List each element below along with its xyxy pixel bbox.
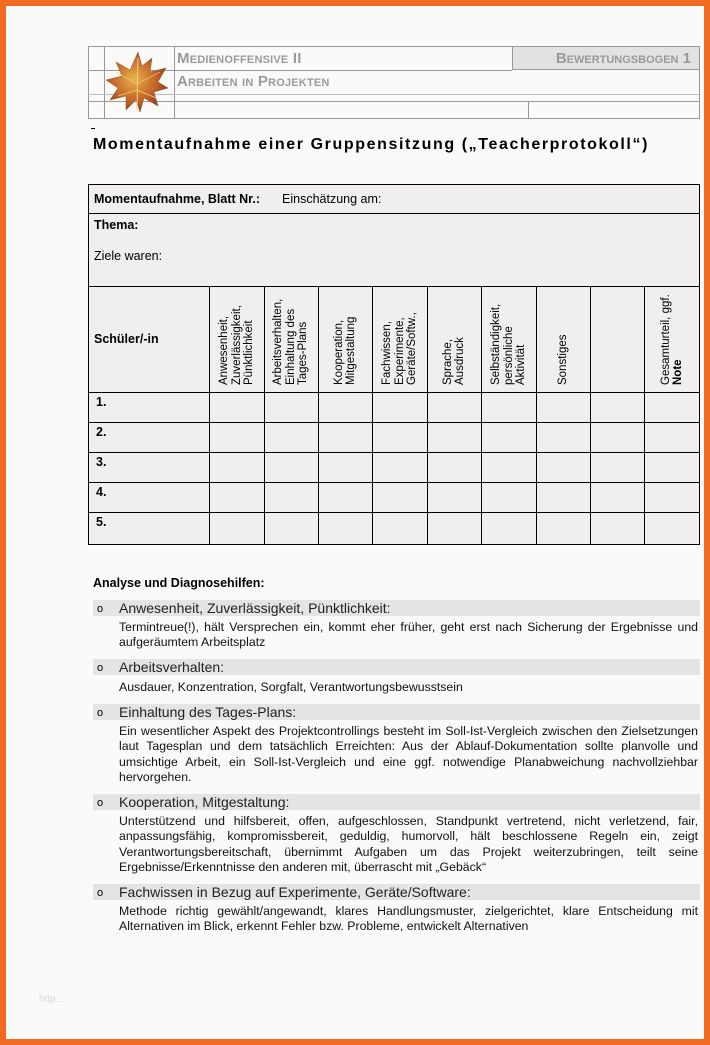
topic-label: Thema: (94, 218, 139, 232)
maple-leaf-logo (104, 50, 170, 118)
row-number-5: 5. (96, 515, 107, 529)
col-header-cooperation: Kooperation, Mitgestaltung (332, 316, 357, 385)
row-number-2: 2. (96, 425, 107, 439)
sheet-number-label: Momentaufnahme, Blatt Nr.: (94, 192, 260, 206)
section-heading-attendance: o Anwesenheit, Zuverlässigkeit, Pünktlichkeit: (93, 600, 700, 616)
student-column-header: Schüler/-in (94, 332, 159, 346)
section-heading-cooperation: o Kooperation, Mitgestaltung: (93, 794, 700, 810)
section-heading-expertise: o Fachwissen in Bezug auf Experimente, Geräte/Software: (93, 884, 700, 900)
page-title: Momentaufnahme einer Gruppensitzung („Teacherprotokoll“) (93, 136, 650, 153)
analysis-title: Analyse und Diagnosehilfen: (93, 576, 265, 590)
section-body-expertise: Methode richtig gewählt/angewandt, klares Handlungsmuster, zielgerichtet, klare Entscheidung mit Alternativen im Blick, erkennt Fehler bzw. Probleme, entwickelt Alternativen (119, 904, 698, 934)
col-header-independence: Selbständigkeit, persönliche Aktivität (490, 303, 528, 385)
section-body-attendance: Termintreue(!), hält Versprechen ein, kommt eher früher, geht erst nach Sicherung der Ergebnisse und aufgeräumtem Arbeitsplatz (119, 620, 698, 650)
col-header-language: Sprache, Ausdruck (441, 337, 466, 385)
row-number-1: 1. (96, 395, 107, 409)
document-header (88, 46, 700, 118)
footer-watermark: http... (39, 994, 65, 1005)
col-header-other: Sonstiges (556, 334, 569, 385)
header-form-label: Bewertungsbogen 1 (555, 50, 691, 67)
col-header-overall-grade: Gesamturteil, ggf. Note (659, 294, 684, 385)
document-page (6, 6, 704, 1039)
section-heading-work-behavior: o Arbeitsverhalten: (93, 659, 700, 675)
row-number-3: 3. (96, 455, 107, 469)
col-header-attendance: Anwesenheit, Zuverlässigkeit, Pünktlichkeit (218, 305, 256, 385)
col-header-expertise: Fachwissen, Experimente, Geräte/Softw., (381, 312, 419, 385)
col-header-work-behavior: Arbeitsverhalten, Einhaltung des Tages-Plans (272, 298, 310, 385)
section-body-work-behavior: Ausdauer, Konzentration, Sorgfalt, Verantwortungsbewusstsein (119, 680, 463, 694)
goals-label: Ziele waren: (94, 249, 163, 263)
header-line-1: Medienoffensive II (177, 50, 302, 67)
col-header-blank (590, 293, 644, 385)
section-heading-daily-plan: o Einhaltung des Tages-Plans: (93, 704, 700, 720)
header-form-label-box (512, 46, 700, 70)
assessment-date-label: Einschätzung am: (282, 192, 382, 206)
section-body-cooperation: Unterstützend und hilfsbereit, offen, aufgeschlossen, Standpunkt vertretend, nicht verletzend, fair, anpassungsfähig, kompromissbereit, geduldig, humorvoll, hält beschlossene Regeln ein, zeigt Verantwortungsbereitschaft, übernimmt Aufgaben um das Projekt weiterzubringen, teilt seine Ergebnisse/Erkenntnisse den anderen mit, überrascht mit „Gebäck“ (119, 814, 698, 874)
row-number-4: 4. (96, 485, 107, 499)
header-line-2: Arbeiten in Projekten (177, 73, 330, 90)
observation-form-table (88, 184, 700, 545)
section-body-daily-plan: Ein wesentlicher Aspekt des Projektcontrollings besteht im Soll-Ist-Vergleich zwischen den Zielsetzungen laut Tagesplan und dem tatsächlich Erreichten: Aus der Ablauf-Dokumentation sollte planvolle und umsichtige Arbeit, ein Soll-Ist-Vergleich und eine ggf. notwendige Planabweichung nachvollziehbar hervorgehen. (119, 724, 698, 784)
